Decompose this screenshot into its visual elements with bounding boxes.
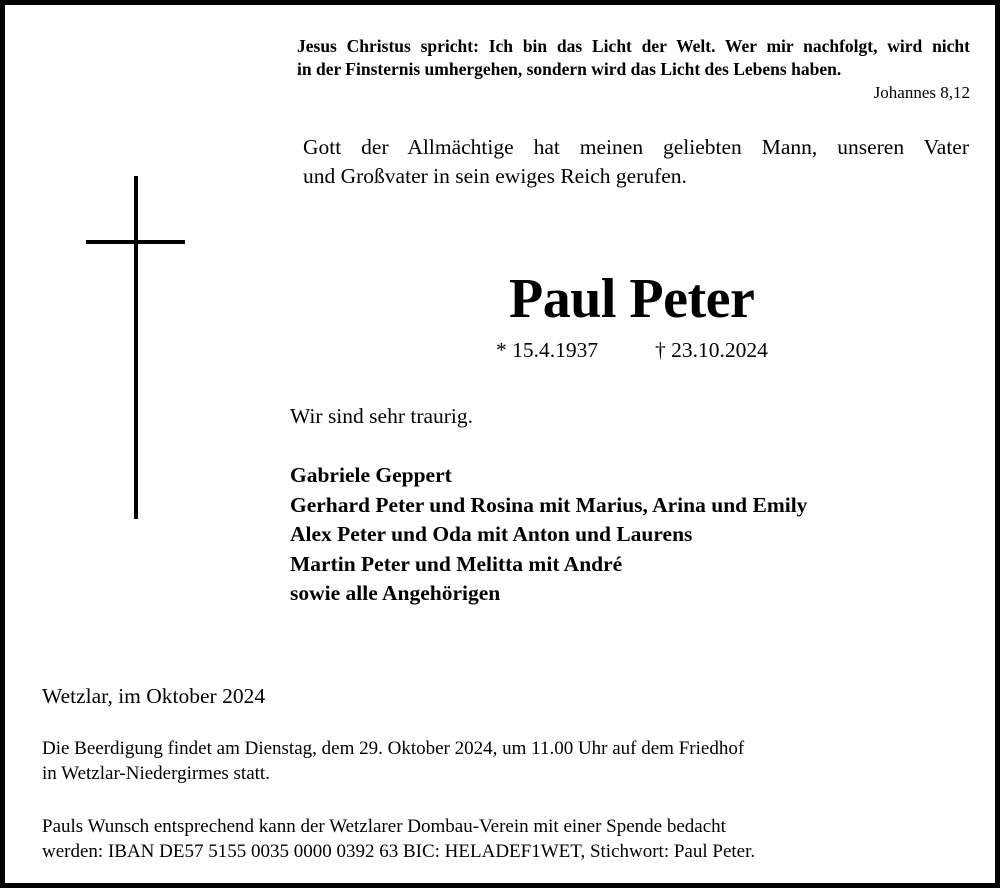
- mourning-statement: Wir sind sehr traurig.: [290, 404, 474, 428]
- mourners-list: [290, 461, 807, 609]
- intro-text: [303, 133, 969, 191]
- burial-line-2: in Wetzlar-Niedergirmes statt.: [42, 763, 270, 784]
- mourner-line: Martin Peter und Melitta mit André: [290, 551, 623, 576]
- place-and-date: Wetzlar, im Oktober 2024: [42, 684, 266, 708]
- cross-horizontal-bar: [86, 240, 185, 244]
- intro-line-1: Gott der Allmächtige hat meinen geliebten Mann, unseren Vater: [303, 135, 969, 159]
- donation-line-1: Pauls Wunsch entsprechend kann der Wetzlarer Dombau-Verein mit einer Spende bedacht: [42, 816, 726, 837]
- donation-line-2: werden: IBAN DE57 5155 0035 0000 0392 63 BIC: HELADEF1WET, Stichwort: Paul Peter.: [42, 841, 756, 862]
- mourner-line: sowie alle Angehörigen: [290, 581, 501, 605]
- mourner-line: Gabriele Geppert: [290, 463, 452, 487]
- bible-verse-line-2: in der Finsternis umhergehen, sondern wird das Licht des Lebens haben.: [297, 59, 842, 79]
- cross-vertical-bar: [134, 176, 138, 519]
- intro-line-2: und Großvater in sein ewiges Reich gerufen.: [303, 164, 687, 188]
- mourner-line: Gerhard Peter und Rosina mit Marius, Arina und Emily: [290, 492, 808, 517]
- burial-info: [42, 736, 744, 786]
- bible-verse-reference: Johannes 8,12: [873, 83, 970, 102]
- mourner-line: Alex Peter und Oda mit Anton und Laurens: [290, 522, 693, 546]
- burial-line-1: Die Beerdigung findet am Dienstag, dem 29. Oktober 2024, um 11.00 Uhr auf dem Friedhof: [42, 738, 745, 759]
- donation-info: [42, 814, 755, 864]
- deceased-name: Paul Peter: [509, 268, 755, 330]
- death-date: † 23.10.2024: [655, 338, 768, 362]
- birth-date: * 15.4.1937: [496, 338, 599, 362]
- bible-verse: [297, 35, 970, 81]
- bible-verse-line-1: Jesus Christus spricht: Ich bin das Licht der Welt. Wer mir nachfolgt, wird nicht: [297, 36, 970, 56]
